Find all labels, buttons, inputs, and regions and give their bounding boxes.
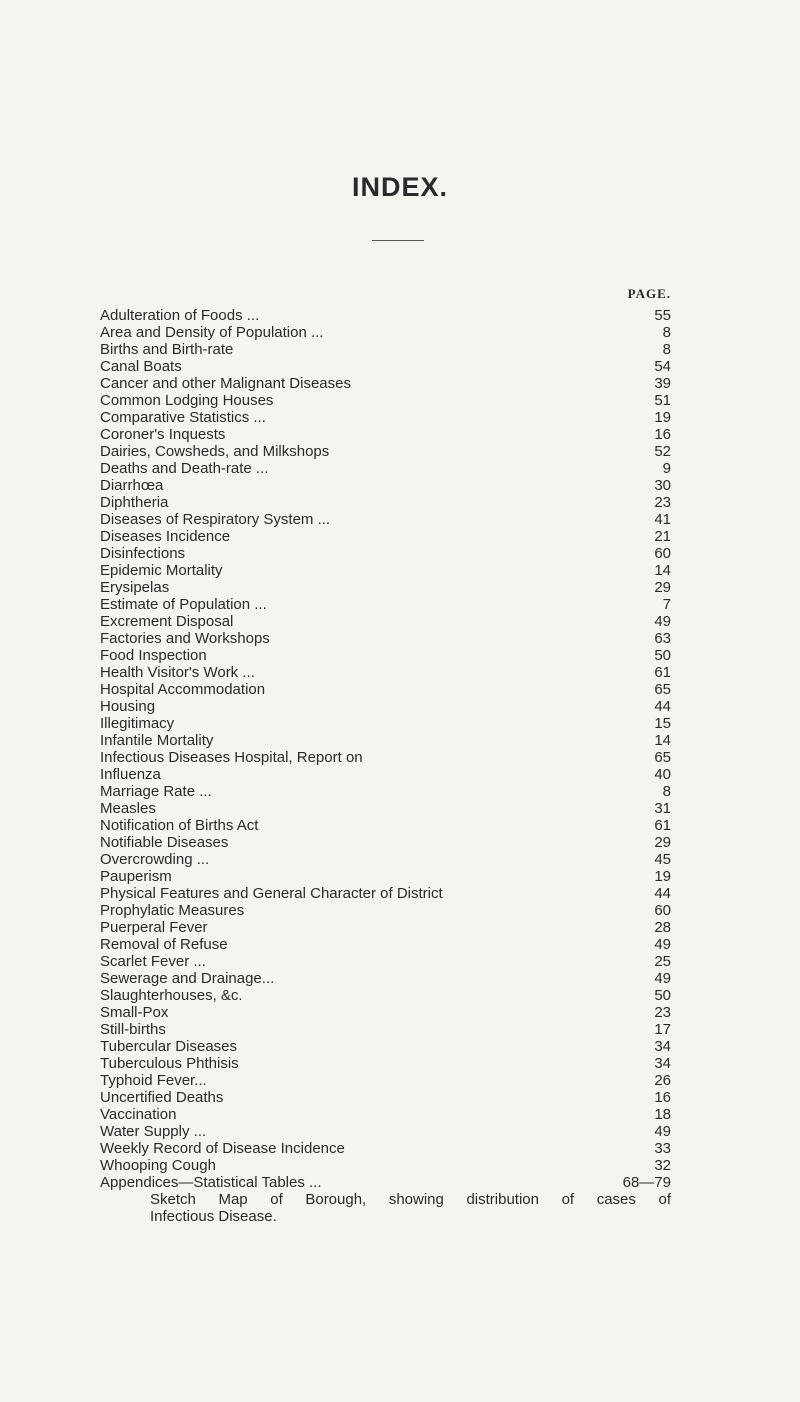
entry-page-number: 29 [654,579,671,596]
index-entry [100,1021,671,1038]
entry-label: Infectious Diseases Hospital, Report on [100,749,363,766]
entry-label: Removal of Refuse [100,936,228,953]
sketch-map-entry-continued: Infectious Disease. [150,1208,277,1225]
entry-label: Infantile Mortality [100,732,214,749]
index-entry [100,545,671,562]
index-entry [100,324,671,341]
entry-label: Uncertified Deaths [100,1089,224,1106]
entry-page-number: 16 [654,1089,671,1106]
entry-label: Diphtheria [100,494,169,511]
entry-label: Scarlet Fever ... [100,953,206,970]
entry-label: Coroner's Inquests [100,426,226,443]
index-entry [100,477,671,494]
index-entry [100,1055,671,1072]
entry-page-number: 18 [654,1106,671,1123]
entry-label: Prophylatic Measures [100,902,245,919]
index-entry-appendices [100,1174,671,1191]
entry-label: Area and Density of Population ... [100,324,324,341]
index-entry [100,630,671,647]
entry-page-number: 15 [654,715,671,732]
index-entry [100,528,671,545]
index-entry [100,1140,671,1157]
index-entry [100,936,671,953]
index-entry [100,766,671,783]
entry-label: Weekly Record of Disease Incidence [100,1140,345,1157]
entry-label: Tuberculous Phthisis [100,1055,239,1072]
entry-page-number: 8 [662,324,671,341]
entry-page-number: 26 [654,1072,671,1089]
index-entry [100,511,671,528]
entry-page-number: 65 [654,681,671,698]
entry-page-number: 51 [654,392,671,409]
entry-label: Marriage Rate ... [100,783,212,800]
entry-label: Factories and Workshops [100,630,270,647]
index-entry [100,664,671,681]
index-entry [100,307,671,324]
entry-page-number: 23 [654,494,671,511]
entry-label: Cancer and other Malignant Diseases [100,375,351,392]
index-entry [100,800,671,817]
entry-page-number: 49 [654,936,671,953]
index-entry [100,494,671,511]
entry-label: Excrement Disposal [100,613,234,630]
entry-page-number: 19 [654,868,671,885]
index-entry [100,358,671,375]
entry-page-number: 49 [654,970,671,987]
index-entry [100,953,671,970]
entry-label: Diseases of Respiratory System ... [100,511,331,528]
entry-page-number: 39 [654,375,671,392]
index-entry [100,970,671,987]
entry-page-number: 21 [654,528,671,545]
entry-label: Adulteration of Foods ... [100,307,260,324]
entry-page-number: 49 [654,613,671,630]
index-entry [100,341,671,358]
index-entry [100,1089,671,1106]
index-entry [100,1157,671,1174]
entry-label: Housing [100,698,156,715]
index-entry [100,919,671,936]
index-entry [100,868,671,885]
page-column-heading: PAGE. [627,286,671,301]
entry-label: Tubercular Diseases [100,1038,237,1055]
entry-label: Overcrowding ... [100,851,210,868]
index-entry [100,783,671,800]
entry-label: Slaughterhouses, &c. [100,987,243,1004]
index-entry [100,885,671,902]
entry-page-number: 45 [654,851,671,868]
entry-label: Influenza [100,766,161,783]
sketch-map-entry: Sketch Map of Borough, showing distribution of cases of [150,1191,671,1208]
index-entry [100,681,671,698]
entry-label: Deaths and Death-rate ... [100,460,269,477]
entry-label: Estimate of Population ... [100,596,267,613]
entry-page-number: 29 [654,834,671,851]
entry-page-number: 17 [654,1021,671,1038]
entry-label: Health Visitor's Work ... [100,664,255,681]
entry-page-number: 49 [654,1123,671,1140]
index-entry [100,698,671,715]
entry-label: Hospital Accommodation [100,681,266,698]
entry-page-number: 7 [662,596,671,613]
entry-page-number: 60 [654,545,671,562]
entry-page-number: 54 [654,358,671,375]
entry-label: Physical Features and General Character of District [100,885,443,902]
index-entry [100,1106,671,1123]
entry-page-number: 16 [654,426,671,443]
index-list [100,307,671,1225]
index-title: INDEX. [351,172,449,202]
entry-label: Pauperism [100,868,172,885]
index-entry [100,596,671,613]
index-entry [100,579,671,596]
entry-page-number: 50 [654,987,671,1004]
entry-page-number: 41 [654,511,671,528]
entry-page-number: 25 [654,953,671,970]
entry-label: Comparative Statistics ... [100,409,266,426]
entry-page-number: 44 [654,698,671,715]
entry-label: Common Lodging Houses [100,392,274,409]
entry-page-number: 55 [654,307,671,324]
entry-label: Small-Pox [100,1004,169,1021]
index-entry [100,902,671,919]
index-entry [100,715,671,732]
entry-label: Canal Boats [100,358,182,375]
entry-page-number: 23 [654,1004,671,1021]
entry-page-number: 52 [654,443,671,460]
appendices-page-range: 68—79 [622,1174,671,1191]
entry-label: Whooping Cough [100,1157,216,1174]
index-entry [100,817,671,834]
entry-page-number: 61 [654,817,671,834]
entry-label: Water Supply ... [100,1123,207,1140]
entry-page-number: 34 [654,1055,671,1072]
index-entry [100,1123,671,1140]
entry-label: Disinfections [100,545,186,562]
entry-label: Notification of Births Act [100,817,259,834]
entry-label: Notifiable Diseases [100,834,229,851]
entry-label: Diseases Incidence [100,528,231,545]
index-entry [100,834,671,851]
entry-page-number: 9 [662,460,671,477]
appendices-label: Appendices—Statistical Tables ... [100,1174,322,1191]
entry-page-number: 19 [654,409,671,426]
entry-label: Still-births [100,1021,166,1038]
entry-page-number: 61 [654,664,671,681]
title-divider [372,240,424,241]
entry-page-number: 32 [654,1157,671,1174]
index-entry [100,613,671,630]
entry-page-number: 31 [654,800,671,817]
entry-page-number: 40 [654,766,671,783]
entry-label: Illegitimacy [100,715,175,732]
index-entry [100,851,671,868]
entry-page-number: 30 [654,477,671,494]
entry-label: Diarrhœa [100,477,164,494]
entry-page-number: 33 [654,1140,671,1157]
entry-page-number: 14 [654,732,671,749]
index-entry [100,443,671,460]
entry-label: Births and Birth-rate [100,341,234,358]
entry-label: Food Inspection [100,647,207,664]
entry-page-number: 28 [654,919,671,936]
entry-label: Epidemic Mortality [100,562,223,579]
index-entry [100,749,671,766]
entry-page-number: 44 [654,885,671,902]
entry-label: Dairies, Cowsheds, and Milkshops [100,443,330,460]
index-entry [100,1038,671,1055]
index-entry [100,732,671,749]
entry-label: Sewerage and Drainage... [100,970,275,987]
entry-label: Erysipelas [100,579,170,596]
entry-label: Puerperal Fever [100,919,208,936]
index-entry [100,1004,671,1021]
index-entry [100,647,671,664]
index-entry [100,1072,671,1089]
index-entry [100,409,671,426]
entry-page-number: 63 [654,630,671,647]
entry-page-number: 8 [662,783,671,800]
index-entry [100,392,671,409]
entry-page-number: 8 [662,341,671,358]
entry-page-number: 50 [654,647,671,664]
entry-page-number: 65 [654,749,671,766]
entry-page-number: 14 [654,562,671,579]
index-entry [100,426,671,443]
entry-label: Measles [100,800,156,817]
entry-label: Typhoid Fever... [100,1072,207,1089]
entry-page-number: 34 [654,1038,671,1055]
index-entry [100,375,671,392]
entry-label: Vaccination [100,1106,177,1123]
index-entry [100,460,671,477]
entry-page-number: 60 [654,902,671,919]
index-entry [100,562,671,579]
index-entry [100,987,671,1004]
